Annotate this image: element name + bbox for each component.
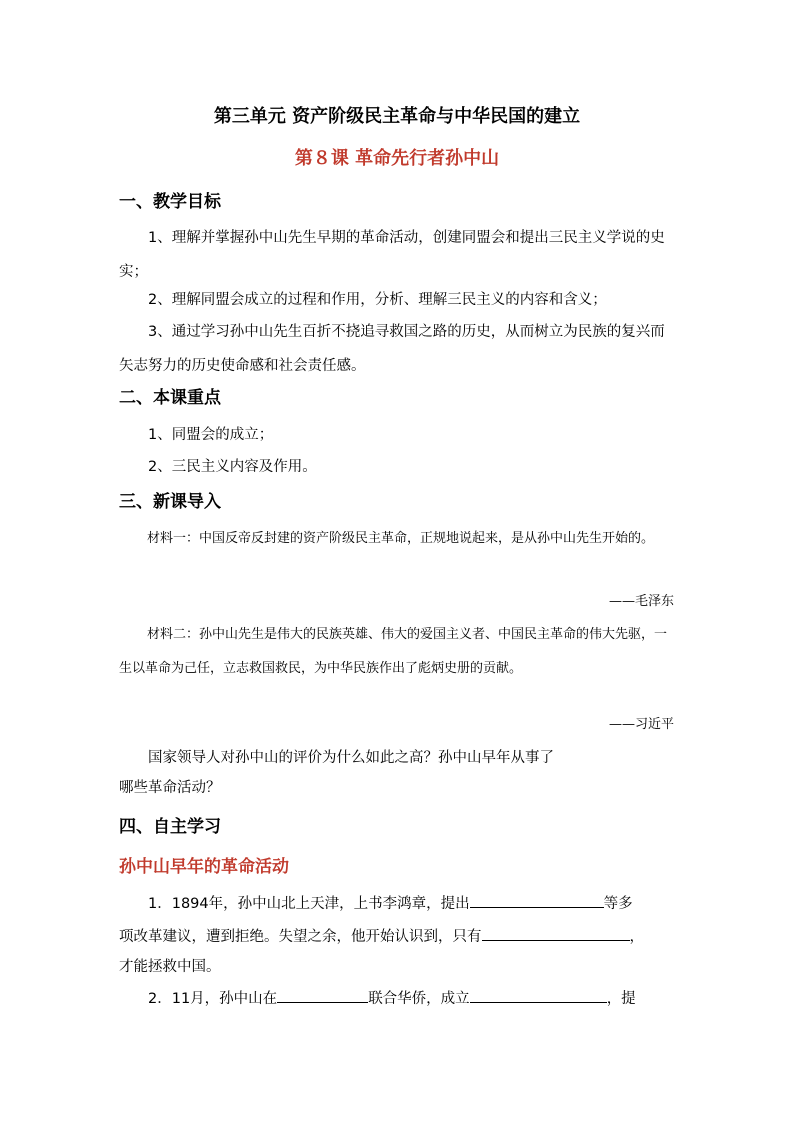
question-1-blank-2[interactable] (482, 924, 630, 941)
unit-title: 第三单元 资产阶级民主革命与中华民国的建立 (213, 106, 581, 127)
objective-item-1: 1、理解并掌握孙中山先生早期的革命活动，创建同盟会和提出三民主义学说的史实； (119, 230, 665, 280)
question-1-blank-1[interactable] (470, 891, 604, 908)
section-heading-objectives: 一、教学目标 (119, 192, 221, 212)
question-1-line-2 (119, 924, 679, 949)
question-1-text-c: 项改革建议，遭到拒绝。失望之余，他开始认识到，只有 (119, 929, 482, 945)
question-1-line-1 (119, 891, 679, 916)
question-1-line-3: 才能拯救中国。 (119, 959, 221, 975)
intro-question-line-2: 哪些革命活动？ (119, 780, 221, 796)
material-two: 材料二：孙中山先生是伟大的民族英雄、伟大的爱国主义者、中国民主革命的伟大先驱，一生以革命为己任，立志救国救民，为中华民族作出了彪炳史册的贡献。 (119, 627, 668, 676)
section-heading-self-study: 四、自主学习 (119, 817, 221, 837)
question-1-text-d: ， (629, 929, 644, 945)
subheading-early-activities: 孙中山早年的革命活动 (119, 857, 289, 877)
question-1-text-a: 1．1894年，孙中山北上天津，上书李鸿章，提出 (148, 896, 470, 912)
attribution-mao: ——毛泽东 (608, 594, 674, 609)
question-2-line-1 (119, 986, 679, 1011)
question-2-text-a: 2．11月，孙中山在 (148, 991, 278, 1007)
key-point-item-1: 1、同盟会的成立； (148, 427, 274, 443)
question-2-blank-2[interactable] (470, 986, 607, 1003)
key-point-item-2: 2、三民主义内容及作用。 (148, 459, 317, 475)
question-2-text-c: ，提 (606, 991, 636, 1007)
section-heading-key-points: 二、本课重点 (119, 388, 221, 408)
objective-item-3: 3、通过学习孙中山先生百折不挠追寻救国之路的历史，从而树立为民族的复兴而矢志努力的历史使命感和社会责任感。 (119, 324, 665, 374)
objective-item-2: 2、理解同盟会成立的过程和作用，分析、理解三民主义的内容和含义； (148, 292, 607, 308)
section-heading-intro: 三、新课导入 (119, 492, 221, 512)
material-one: 材料一：中国反帝反封建的资产阶级民主革命，正规地说起来，是从孙中山先生开始的。 (147, 531, 655, 546)
question-2-text-b: 联合华侨，成立 (368, 991, 470, 1007)
attribution-xi: ——习近平 (608, 717, 674, 732)
question-1-text-b: 等多 (603, 896, 633, 912)
intro-question-line-1: 国家领导人对孙中山的评价为什么如此之高？孙中山早年从事了 (148, 750, 554, 766)
lesson-title: 第８课 革命先行者孙中山 (294, 148, 500, 169)
question-2-blank-1[interactable] (277, 986, 368, 1003)
